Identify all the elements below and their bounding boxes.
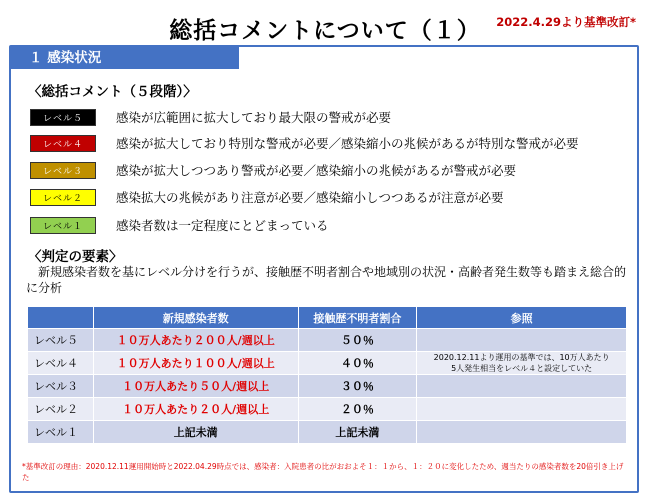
row-level: レベル５ — [28, 329, 94, 352]
row-level: レベル３ — [28, 375, 94, 398]
row-new-cases: 上記未満 — [93, 421, 298, 444]
row-reference: 2020.12.11より運用の基準では、10万人あたり 5人発生相当をレベル４と設定していた — [417, 352, 627, 375]
level-description: 感染者数は一定程度にとどまっている — [116, 218, 329, 233]
level-row — [30, 160, 516, 180]
level-row — [30, 107, 391, 127]
row-new-cases: １０万人あたり１００人/週以上 — [93, 352, 298, 375]
summary-heading: 〈総括コメント（５段階）〉 — [28, 84, 197, 100]
table-header-level — [28, 307, 94, 329]
revision-note: 2022.4.29より基準改訂* — [496, 15, 636, 29]
section-header: １ 感染状況 — [11, 47, 239, 69]
table-header-row — [28, 307, 627, 329]
level-description: 感染が拡大しつつあり警戒が必要／感染縮小の兆候があるが警戒が必要 — [116, 163, 517, 178]
criteria-table — [27, 306, 627, 444]
level-row — [30, 187, 504, 207]
row-new-cases: １０万人あたり２００人/週以上 — [93, 329, 298, 352]
level-badge: レベル４ — [30, 135, 96, 152]
level-badge: レベル３ — [30, 162, 96, 179]
row-unknown-ratio: ５０％ — [298, 329, 417, 352]
level-description: 感染が広範囲に拡大しており最大限の警戒が必要 — [116, 110, 392, 125]
level-description: 感染拡大の兆候があり注意が必要／感染縮小しつつあるが注意が必要 — [116, 190, 504, 205]
table-row — [28, 421, 627, 444]
row-unknown-ratio: 上記未満 — [298, 421, 417, 444]
row-reference — [417, 329, 627, 352]
level-badge: レベル１ — [30, 217, 96, 234]
table-row — [28, 352, 627, 375]
criteria-text: 新規感染者数を基にレベル分けを行うが、接触歴不明者割合や地域別の状況・高齢者発生数等も踏まえ総合的に分析 — [26, 265, 627, 295]
row-new-cases: １０万人あたり２０人/週以上 — [93, 398, 298, 421]
row-unknown-ratio: ４０％ — [298, 352, 417, 375]
row-level: レベル２ — [28, 398, 94, 421]
row-unknown-ratio: ３０％ — [298, 375, 417, 398]
table-header-new-cases: 新規感染者数 — [93, 307, 298, 329]
level-badge: レベル２ — [30, 189, 96, 206]
table-row — [28, 375, 627, 398]
table-row — [28, 398, 627, 421]
row-new-cases: １０万人あたり５０人/週以上 — [93, 375, 298, 398]
table-header-unknown-ratio: 接触歴不明者割合 — [298, 307, 417, 329]
criteria-heading: 〈判定の要素〉 — [28, 249, 123, 265]
level-row — [30, 133, 579, 153]
level-row — [30, 215, 329, 235]
level-badge: レベル５ — [30, 109, 96, 126]
row-unknown-ratio: ２０％ — [298, 398, 417, 421]
row-reference — [417, 375, 627, 398]
table-row — [28, 329, 627, 352]
level-description: 感染が拡大しており特別な警戒が必要／感染縮小の兆候があるが特別な警戒が必要 — [116, 136, 579, 151]
page-title: 総括コメントについて（１） — [169, 18, 481, 44]
table-header-reference: 参照 — [417, 307, 627, 329]
row-reference — [417, 421, 627, 444]
footnote: *基準改訂の理由：2020.12.11運用開始時と2022.04.29時点では、感染者：入院患者の比がおおよそ１：１から、１：２０に変化したため、週当たりの感染者数を20倍引き上げた — [22, 462, 624, 482]
row-level: レベル１ — [28, 421, 94, 444]
row-level: レベル４ — [28, 352, 94, 375]
row-reference — [417, 398, 627, 421]
